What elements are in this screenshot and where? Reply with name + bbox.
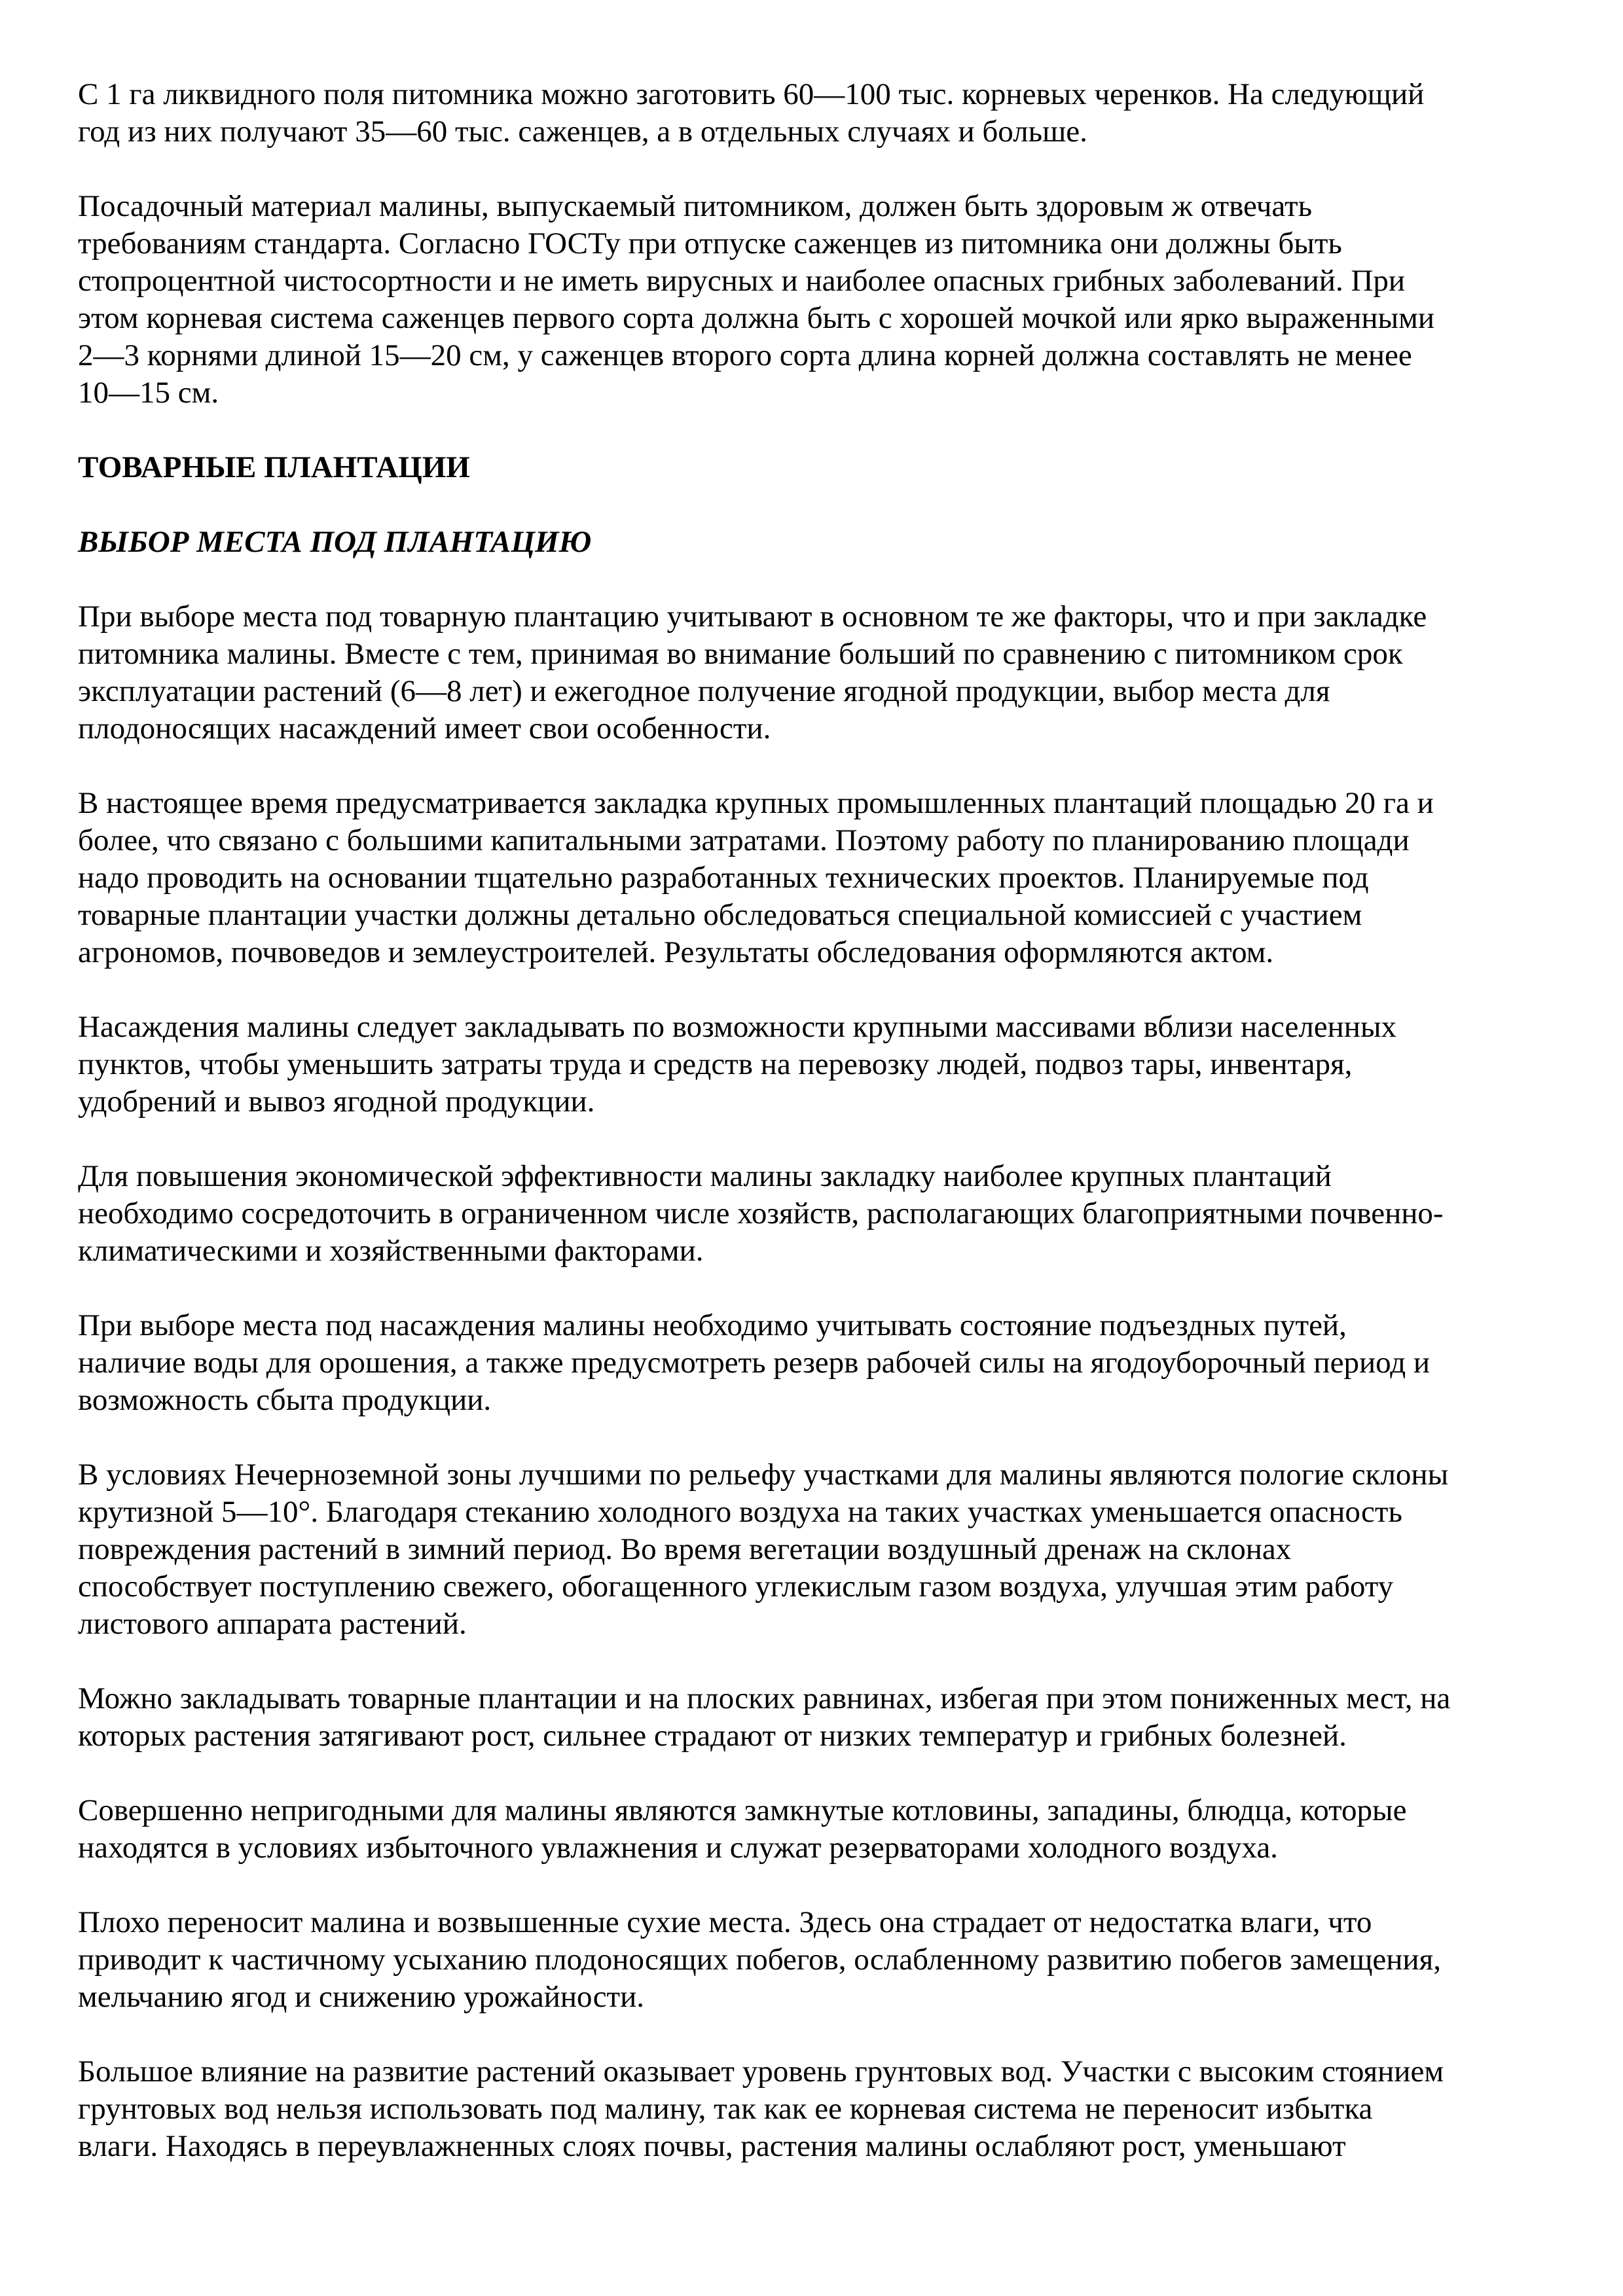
- text-line: год из них получают 35—60 тыс. саженцев, а в отдельных случаях и больше.: [78, 115, 1087, 149]
- text-line: возможность сбыта продукции.: [78, 1383, 492, 1417]
- text-line: При выборе места под товарную плантацию учитывают в основном те же факторы, что и при закладке: [78, 600, 1427, 634]
- text-line: стопроцентной чистосортности и не иметь вирусных и наиболее опасных грибных заболеваний. При: [78, 264, 1406, 298]
- text-line: питомника малины. Вместе с тем, принимая во внимание больший по сравнению с питомником срок: [78, 637, 1403, 671]
- text-line: требованиям стандарта. Согласно ГОСТу при отпуске саженцев из питомника они должны быть: [78, 226, 1342, 260]
- text-line: 10—15 см.: [78, 376, 219, 410]
- text-line: способствует поступлению свежего, обогащенного углекислым газом воздуха, улучшая этим работу: [78, 1570, 1394, 1604]
- paragraph: [78, 1158, 1555, 1270]
- text-line: 2—3 корнями длиной 15—20 см, у саженцев второго сорта длина корней должна составлять не менее: [78, 338, 1412, 372]
- text-line: пунктов, чтобы уменьшить затраты труда и средств на перевозку людей, подвоз тары, инвентаря,: [78, 1047, 1353, 1081]
- text-line: этом корневая система саженцев первого сорта должна быть с хорошей мочкой или ярко выраженными: [78, 301, 1435, 335]
- paragraph: [78, 188, 1555, 412]
- text-line: агрономов, почвоведов и землеустроителей. Результаты обследования оформляются актом.: [78, 935, 1274, 969]
- text-line: В настоящее время предусматривается закладка крупных промышленных плантаций площадью 20 га и: [78, 786, 1434, 820]
- text-line: находятся в условиях избыточного увлажнения и служат резерваторами холодного воздуха.: [78, 1831, 1278, 1865]
- text-line: При выборе места под насаждения малины необходимо учитывать состояние подъездных путей,: [78, 1308, 1347, 1342]
- text-line: Для повышения экономической эффективности малины закладку наиболее крупных плантаций: [78, 1159, 1332, 1193]
- paragraph: [78, 1307, 1555, 1419]
- text-line: Совершенно непригодными для малины являются замкнутые котловины, западины, блюдца, которые: [78, 1793, 1407, 1827]
- text-line: эксплуатации растений (6—8 лет) и ежегодное получение ягодной продукции, выбор места для: [78, 674, 1330, 708]
- text-line: Можно закладывать товарные плантации и на плоских равнинах, избегая при этом пониженных мест, на: [78, 1681, 1451, 1715]
- text-line: В условиях Нечерноземной зоны лучшими по рельефу участками для малины являются пологие склоны: [78, 1458, 1449, 1492]
- text-line: Насаждения малины следует закладывать по возможности крупными массивами вблизи населенных: [78, 1010, 1397, 1044]
- text-line: необходимо сосредоточить в ограниченном числе хозяйств, располагающих благоприятными почвенно-: [78, 1196, 1444, 1230]
- subsection-heading: ВЫБОР МЕСТА ПОД ПЛАНТАЦИЮ: [78, 525, 592, 559]
- text-line: повреждения растений в зимний период. Во время вегетации воздушный дренаж на склонах: [78, 1532, 1292, 1566]
- text-line: наличие воды для орошения, а также предусмотреть резерв рабочей силы на ягодоуборочный период и: [78, 1346, 1431, 1380]
- text-line: плодоносящих насаждений имеет свои особенности.: [78, 711, 771, 745]
- paragraph: [78, 76, 1555, 151]
- text-line: Большое влияние на развитие растений оказывает уровень грунтовых вод. Участки с высоким стоянием: [78, 2054, 1444, 2089]
- paragraph: [78, 1680, 1555, 1755]
- text-line: товарные плантации участки должны детально обследоваться специальной комиссией с участием: [78, 898, 1362, 932]
- document-body: [78, 76, 1555, 2165]
- text-line: Плохо переносит малина и возвышенные сухие места. Здесь она страдает от недостатка влаги, что: [78, 1905, 1372, 1939]
- text-line: влаги. Находясь в переувлажненных слоях почвы, растения малины ослабляют рост, уменьшают: [78, 2129, 1346, 2163]
- text-line: климатическими и хозяйственными факторами.: [78, 1234, 704, 1268]
- section-heading: ТОВАРНЫЕ ПЛАНТАЦИИ: [78, 450, 470, 484]
- text-line: грунтовых вод нельзя использовать под малину, так как ее корневая система не переносит избытка: [78, 2092, 1373, 2126]
- text-line: мельчанию ягод и снижению урожайности.: [78, 1980, 645, 2014]
- text-line: крутизной 5—10°. Благодаря стеканию холодного воздуха на таких участках уменьшается опасность: [78, 1495, 1402, 1529]
- paragraph: [78, 1009, 1555, 1121]
- paragraph: [78, 598, 1555, 747]
- text-line: надо проводить на основании тщательно разработанных технических проектов. Планируемые под: [78, 861, 1369, 895]
- paragraph: [78, 1904, 1555, 2016]
- paragraph: [78, 1456, 1555, 1643]
- text-line: удобрений и вывоз ягодной продукции.: [78, 1085, 595, 1119]
- text-line: С 1 га ликвидного поля питомника можно заготовить 60—100 тыс. корневых черенков. На следующий: [78, 77, 1425, 111]
- text-line: приводит к частичному усыханию плодоносящих побегов, ослабленному развитию побегов замещения,: [78, 1943, 1441, 1977]
- paragraph: [78, 785, 1555, 971]
- paragraph: [78, 1792, 1555, 1867]
- text-line: Посадочный материал малины, выпускаемый питомником, должен быть здоровым ж отвечать: [78, 189, 1313, 223]
- text-line: листового аппарата растений.: [78, 1607, 467, 1641]
- text-line: которых растения затягивают рост, сильнее страдают от низких температур и грибных болезней.: [78, 1719, 1347, 1753]
- text-line: более, что связано с большими капитальными затратами. Поэтому работу по планированию площади: [78, 823, 1410, 857]
- paragraph: [78, 2053, 1555, 2165]
